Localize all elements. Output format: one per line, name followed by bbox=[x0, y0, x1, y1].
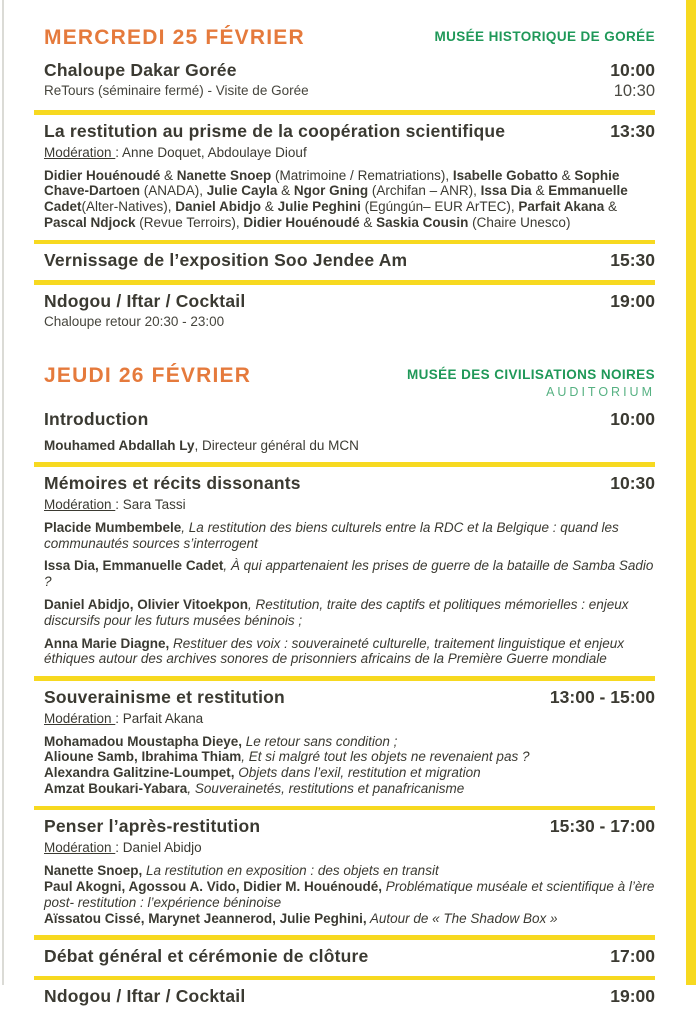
session-subtitle: ReTours (séminaire fermé) - Visite de Gorée bbox=[44, 83, 309, 98]
session bbox=[34, 54, 655, 110]
venue-block bbox=[434, 26, 655, 44]
session-time: 17:00 bbox=[610, 945, 655, 966]
session-subrow bbox=[44, 81, 655, 101]
session-time: 15:30 bbox=[610, 250, 655, 271]
text-segment: , Et si malgré tout les objets ne revenaient pas ? bbox=[241, 749, 530, 765]
session bbox=[34, 285, 655, 338]
text-segment: Alioune Samb, Ibrahima Thiam bbox=[44, 749, 242, 765]
session-title: Chaloupe Dakar Gorée bbox=[44, 60, 237, 80]
talk-list bbox=[44, 734, 655, 797]
text-segment: : Parfait Akana bbox=[115, 710, 204, 726]
text-segment: Saskia Cousin bbox=[376, 214, 469, 230]
text-segment: & bbox=[277, 183, 294, 199]
talk-paragraph bbox=[44, 863, 655, 879]
session-title: Penser l’après-restitution bbox=[44, 816, 261, 837]
text-segment: & bbox=[531, 183, 549, 199]
session-header bbox=[44, 291, 655, 312]
text-segment: (Egúngún– EUR ArTEC), bbox=[360, 199, 519, 215]
text-segment: , Souverainetés, restitutions et panafricanisme bbox=[187, 781, 465, 796]
text-segment: Le retour sans condition ; bbox=[242, 733, 398, 749]
session bbox=[34, 810, 655, 935]
venue-block bbox=[407, 364, 655, 399]
text-segment: Issa Dia, Emmanuelle Cadet bbox=[44, 558, 224, 574]
text-segment: Mohamadou Moustapha Dieye, bbox=[44, 733, 243, 749]
text-segment: Autour de « The Shadow Box » bbox=[366, 910, 558, 926]
session-time: 10:00 bbox=[610, 60, 655, 80]
day-title: MERCREDI 25 FÉVRIER bbox=[44, 26, 305, 49]
text-segment: Restituer des voix : souveraineté culturelle, traitement linguistique et enjeux éthiques autour des archives sonores de prisonniers africains de la Première Guerre mondiale bbox=[44, 635, 625, 667]
text-segment: Isabelle Gobatto bbox=[452, 167, 558, 183]
moderation-line bbox=[44, 711, 655, 726]
session-subtitle: Chaloupe retour 20:30 - 23:00 bbox=[44, 313, 225, 329]
moderation-line bbox=[44, 145, 655, 160]
session-title: Vernissage de l’exposition Soo Jendee Am bbox=[44, 250, 408, 271]
session-header bbox=[44, 409, 655, 430]
session-header bbox=[44, 121, 655, 142]
text-segment: Anna Marie Diagne, bbox=[44, 635, 170, 651]
text-segment: Didier Houénoudé bbox=[243, 214, 360, 230]
text-segment: Nanette Snoep bbox=[176, 167, 272, 183]
day-header bbox=[34, 26, 655, 50]
text-segment: Mouhamed Abdallah Ly bbox=[44, 437, 195, 453]
talk-paragraph bbox=[44, 734, 655, 750]
session-header bbox=[44, 946, 655, 967]
session-header bbox=[44, 60, 655, 81]
session-title: La restitution au prisme de la coopération scientifique bbox=[44, 120, 506, 141]
text-segment: , La restitution des biens culturels entre la RDC et la Belgique : quand les communautés sources s’interrogent bbox=[44, 519, 619, 551]
text-segment: (Matrimoine / Rematriations), bbox=[271, 167, 453, 183]
day-section bbox=[34, 364, 655, 1016]
text-segment: (Alter-Natives), bbox=[81, 199, 176, 215]
text-segment: & bbox=[261, 199, 278, 215]
talk-paragraph bbox=[44, 438, 655, 454]
talk-paragraph bbox=[44, 520, 655, 552]
text-segment: Pascal Ndjock bbox=[44, 214, 136, 230]
text-segment: Didier Houénoudé bbox=[44, 167, 161, 183]
text-segment: : Daniel Abidjo bbox=[115, 840, 202, 856]
text-segment: & bbox=[160, 167, 177, 183]
session-title: Introduction bbox=[44, 408, 149, 429]
text-segment: : Anne Doquet, Abdoulaye Diouf bbox=[115, 144, 307, 160]
session bbox=[34, 980, 655, 1016]
talk-list bbox=[44, 520, 655, 667]
text-segment: Aïssatou Cissé, Marynet Jeannerod, Julie Peghini, bbox=[44, 910, 367, 926]
day-title: JEUDI 26 FÉVRIER bbox=[44, 363, 252, 387]
talk-paragraph bbox=[44, 765, 655, 781]
session-time: 10:30 bbox=[610, 472, 655, 493]
text-segment: , Restitution, traite des captifs et politiques mémorielles : enjeux discursifs pour les futurs musées béninois ; bbox=[44, 597, 629, 628]
text-segment: Paul Akogni, Agossou A. Vido, Didier M. Houénoudé, bbox=[44, 879, 383, 895]
text-segment: Alexandra Galitzine-Loumpet, bbox=[44, 765, 235, 781]
talk-paragraph bbox=[44, 749, 655, 765]
talk-list bbox=[44, 438, 655, 454]
session-secondary-time: 10:30 bbox=[613, 82, 655, 100]
moderation-line bbox=[44, 840, 655, 855]
day-section bbox=[34, 26, 655, 338]
text-segment: Amzat Boukari-Yabara bbox=[44, 781, 188, 796]
text-segment: Issa Dia bbox=[480, 183, 532, 199]
text-segment: & bbox=[604, 199, 617, 215]
text-segment: : Sara Tassi bbox=[115, 496, 186, 512]
session-title: Ndogou / Iftar / Cocktail bbox=[44, 290, 246, 311]
session-header bbox=[44, 816, 655, 837]
text-segment: Objets dans l’exil, restitution et migration bbox=[234, 765, 481, 781]
text-segment: Daniel Abidjo, Olivier Vitoekpon bbox=[44, 597, 249, 613]
session-title: Souverainisme et restitution bbox=[44, 686, 285, 707]
text-segment: Modération bbox=[44, 710, 116, 726]
text-segment: Placide Mumbembele bbox=[44, 519, 182, 535]
text-segment: Modération bbox=[44, 144, 116, 160]
session-title: Ndogou / Iftar / Cocktail bbox=[44, 986, 246, 1007]
session-header bbox=[44, 986, 655, 1007]
venue-label: MUSÉE DES CIVILISATIONS NOIRES bbox=[406, 366, 655, 382]
text-segment: , Directeur général du MCN bbox=[194, 437, 359, 453]
session-time: 13:00 - 15:00 bbox=[549, 686, 655, 707]
session-time: 10:00 bbox=[610, 408, 655, 429]
venue-sublabel: AUDITORIUM bbox=[546, 384, 655, 399]
text-segment: & bbox=[359, 214, 377, 230]
text-segment: Julie Peghini bbox=[277, 199, 361, 215]
text-segment: La restitution en exposition : des objets en transit bbox=[142, 863, 439, 879]
session bbox=[34, 115, 655, 240]
venue-label: MUSÉE HISTORIQUE DE GORÉE bbox=[434, 29, 655, 44]
talk-list bbox=[44, 168, 655, 231]
session-time: 19:00 bbox=[610, 290, 655, 311]
page-right-accent-bar bbox=[686, 0, 696, 985]
program bbox=[34, 0, 655, 1016]
session-header bbox=[44, 687, 655, 708]
text-segment: Modération bbox=[44, 840, 116, 856]
text-segment: Modération bbox=[44, 496, 116, 512]
talk-list bbox=[44, 863, 655, 926]
session-subrow bbox=[44, 312, 655, 329]
session bbox=[34, 244, 655, 280]
text-segment: Nanette Snoep, bbox=[44, 863, 143, 879]
session-time: 19:00 bbox=[610, 986, 655, 1007]
text-segment: Problématique muséale et scientifique à l’ère post- restitution : l’expérience béninoise bbox=[44, 879, 655, 910]
session bbox=[34, 403, 655, 463]
text-segment: & bbox=[557, 167, 575, 183]
talk-paragraph bbox=[44, 636, 655, 668]
text-segment: (ANADA), bbox=[140, 183, 207, 199]
text-segment: Parfait Akana bbox=[518, 199, 605, 215]
session bbox=[34, 940, 655, 976]
talk-paragraph bbox=[44, 597, 655, 629]
moderation-line bbox=[44, 497, 655, 512]
page-left-edge-line bbox=[2, 0, 4, 985]
text-segment: Ngor Gning bbox=[293, 183, 369, 199]
talk-paragraph bbox=[44, 879, 655, 911]
session-header bbox=[44, 473, 655, 494]
text-segment: Emmanuelle Cadet bbox=[44, 183, 628, 215]
text-segment: (Archifan – ANR), bbox=[368, 183, 481, 199]
session-title: Mémoires et récits dissonants bbox=[44, 472, 301, 493]
session-title: Débat général et cérémonie de clôture bbox=[44, 945, 369, 966]
session-header bbox=[44, 250, 655, 271]
text-segment: (Chaire Unesco) bbox=[468, 214, 571, 230]
session bbox=[34, 681, 655, 806]
text-segment: Sophie Chave-Dartoen bbox=[44, 167, 620, 199]
day-header bbox=[34, 364, 655, 399]
text-segment: Julie Cayla bbox=[206, 183, 278, 199]
talk-paragraph bbox=[44, 911, 655, 927]
text-segment: , À qui appartenaient les prises de guerre de la bataille de Samba Sadio ? bbox=[44, 558, 654, 590]
text-segment: (Revue Terroirs), bbox=[135, 214, 244, 230]
session-time: 15:30 - 17:00 bbox=[549, 816, 655, 837]
session bbox=[34, 467, 655, 676]
talk-paragraph bbox=[44, 168, 655, 231]
text-segment: Daniel Abidjo bbox=[175, 199, 262, 215]
talk-paragraph bbox=[44, 558, 655, 590]
talk-paragraph bbox=[44, 781, 655, 797]
session-time: 13:30 bbox=[610, 120, 655, 141]
